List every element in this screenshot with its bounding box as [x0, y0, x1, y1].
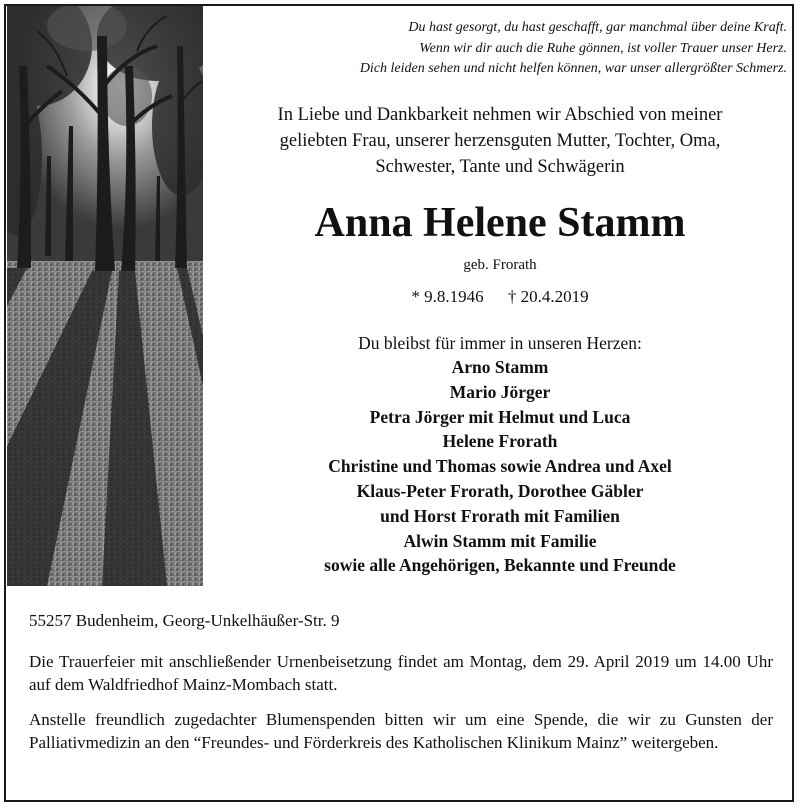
mourners-intro: Du bleibst für immer in unseren Herzen: [358, 333, 642, 353]
poem-line: Du hast gesorgt, du hast geschafft, gar manchmal über deine Kraft. [408, 20, 787, 35]
mourners-list [210, 355, 790, 578]
donation-notice: Anstelle freundlich zugedachter Blumenspenden bitten wir um eine Spende, die wir zu Gunsten der Palliativmedizin an den “Freundes- und Förderkreis des Katholischen Klinikum Mainz” weitergeben. [29, 710, 773, 752]
death-date: † 20.4.2019 [507, 287, 589, 306]
mourner-line: sowie alle Angehörigen, Bekannte und Freunde [324, 555, 676, 576]
funeral-notice: Die Trauerfeier mit anschließender Urnenbeisetzung findet am Montag, dem 29. April 2019 um 14.00 Uhr auf dem Waldfriedhof Mainz-Mombach statt. [29, 652, 773, 694]
intro-line: Schwester, Tante und Schwägerin [375, 157, 625, 177]
mourner-line: Arno Stamm [451, 357, 549, 377]
life-dates [210, 286, 790, 308]
farewell-intro [210, 102, 790, 180]
mourner-line: Petra Jörger mit Helmut und Luca [369, 406, 631, 427]
mourner-line: Helene Frorath [442, 431, 558, 452]
poem-line: Wenn wir dir auch die Ruhe gönnen, ist voller Trauer unser Herz. [419, 40, 787, 56]
mourner-line: Klaus-Peter Frorath, Dorothee Gäbler [356, 480, 644, 501]
family-address: 55257 Budenheim, Georg-Unkelhäußer-Str. 9 [29, 611, 340, 630]
poem-line: Dich leiden sehen und nicht helfen können, war unser allergrößter Schmerz. [359, 61, 787, 76]
intro-line: geliebten Frau, unserer herzensguten Mutter, Tochter, Oma, [279, 131, 721, 151]
tree-photo [7, 6, 203, 586]
mourner-line: Mario Jörger [449, 381, 551, 402]
birth-name: geb. Frorath [463, 257, 537, 273]
mourner-line: Alwin Stamm mit Familie [403, 530, 597, 551]
poem [212, 18, 787, 80]
mourner-line: und Horst Frorath mit Familien [380, 505, 620, 526]
intro-line: In Liebe und Dankbarkeit nehmen wir Abschied von meiner [277, 105, 723, 125]
deceased-name: Anna Helene Stamm [314, 200, 686, 246]
birth-date: * 9.8.1946 [411, 287, 484, 306]
mourner-line: Christine und Thomas sowie Andrea und Axel [328, 456, 672, 477]
